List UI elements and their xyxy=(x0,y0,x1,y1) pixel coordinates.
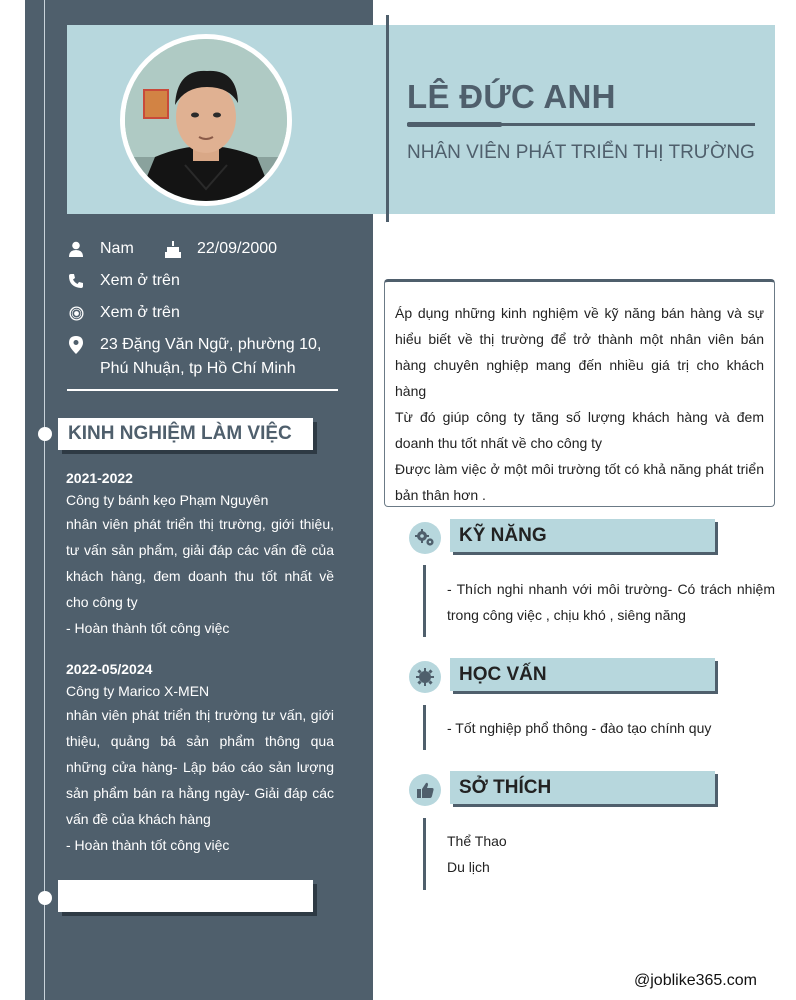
education-heading xyxy=(450,658,715,691)
skills-content: - Thích nghi nhanh với môi trường- Có trách nhiệm trong công việc , chịu khó , siêng năng xyxy=(447,581,775,623)
experience-company: Công ty bánh kẹo Phạm Nguyên xyxy=(66,492,269,508)
job-title: NHÂN VIÊN PHÁT TRIỂN THỊ TRƯỜNG xyxy=(407,142,755,163)
avatar-photo xyxy=(125,39,287,201)
experience-period: 2021-2022 xyxy=(66,470,133,486)
experience-description: nhân viên phát triển thị trường, giới thiệu, tư vấn sản phẩm, giải đáp các vấn đề của khách hàng, đem doanh thu tốt nhất về cho công ty xyxy=(66,516,334,610)
at-icon xyxy=(67,301,85,325)
objective-line: Từ đó giúp công ty tăng số lượng khách hàng và đem doanh thu tốt nhất về cho công ty xyxy=(395,409,764,451)
hobby-item: Thể Thao xyxy=(447,833,507,849)
timeline-line xyxy=(44,0,45,1000)
experience-item xyxy=(66,467,334,641)
cake-icon xyxy=(164,237,182,261)
experience-heading xyxy=(58,418,313,450)
phone-icon xyxy=(67,269,85,293)
address-line-2: Phú Nhuận, tp Hồ Chí Minh xyxy=(100,360,296,377)
experience-description: nhân viên phát triển thị trường tư vấn, giới thiệu, quảng bá sản phẩm thông qua những cửa hàng- Lập báo cáo sản lượng sản phẩm bán ra hằng ngày- Giải đáp các vấn đề của khách hàng xyxy=(66,707,334,827)
birthday-row xyxy=(164,237,277,261)
career-objective xyxy=(384,279,775,507)
hobby-item: Du lịch xyxy=(447,859,490,875)
timeline-dot xyxy=(38,427,52,441)
hobbies-bar xyxy=(423,818,426,890)
experience-company: Công ty Marico X-MEN xyxy=(66,683,210,699)
timeline-dot xyxy=(38,891,52,905)
experience-item xyxy=(66,658,334,858)
empty-section-heading xyxy=(58,880,313,912)
education-title: HỌC VẤN xyxy=(459,663,547,685)
user-icon xyxy=(67,237,85,261)
header-divider xyxy=(386,15,389,222)
watermark: @joblike365.com xyxy=(634,972,757,989)
hobbies-heading xyxy=(450,771,715,804)
education-bar xyxy=(423,705,426,750)
experience-result: - Hoàn thành tốt công việc xyxy=(66,837,230,853)
experience-result: - Hoàn thành tốt công việc xyxy=(66,620,230,636)
email-row xyxy=(67,301,180,325)
thumbs-up-icon xyxy=(409,774,441,806)
address-line-1: 23 Đặng Văn Ngữ, phường 10, xyxy=(100,336,322,353)
gender-row xyxy=(67,237,134,261)
objective-line: Được làm việc ở một môi trường tốt có khả năng phát triển bản thân hơn . xyxy=(395,461,764,503)
skills-bar xyxy=(423,565,426,637)
avatar xyxy=(120,34,292,206)
hobbies-content xyxy=(447,828,775,880)
phone-value: Xem ở trên xyxy=(100,272,180,289)
objective-line: Áp dụng những kinh nghiệm về kỹ năng bán hàng và sự hiểu biết về thị trường để trở thành một nhân viên bán hàng chuyên nghiệp mang đến nhiều giá trị cho khách hàng xyxy=(395,305,764,399)
gear-icon xyxy=(409,661,441,693)
skills-heading xyxy=(450,519,715,552)
experience-period: 2022-05/2024 xyxy=(66,661,153,677)
hobbies-title: SỞ THÍCH xyxy=(459,776,552,798)
education-content: - Tốt nghiệp phổ thông - đào tạo chính quy xyxy=(447,720,712,736)
gender-value: Nam xyxy=(100,240,134,257)
name-underline-accent xyxy=(407,122,502,127)
contact-divider xyxy=(67,389,338,391)
gears-icon xyxy=(409,522,441,554)
birthday-value: 22/09/2000 xyxy=(197,240,278,257)
candidate-name: LÊ ĐỨC ANH xyxy=(407,78,616,115)
experience-title: KINH NGHIỆM LÀM VIỆC xyxy=(68,423,292,444)
phone-row xyxy=(67,269,180,293)
address-row xyxy=(67,333,321,381)
email-value: Xem ở trên xyxy=(100,304,180,321)
address-value xyxy=(100,333,321,381)
map-pin-icon xyxy=(67,333,85,357)
skills-title: KỸ NĂNG xyxy=(459,524,547,546)
